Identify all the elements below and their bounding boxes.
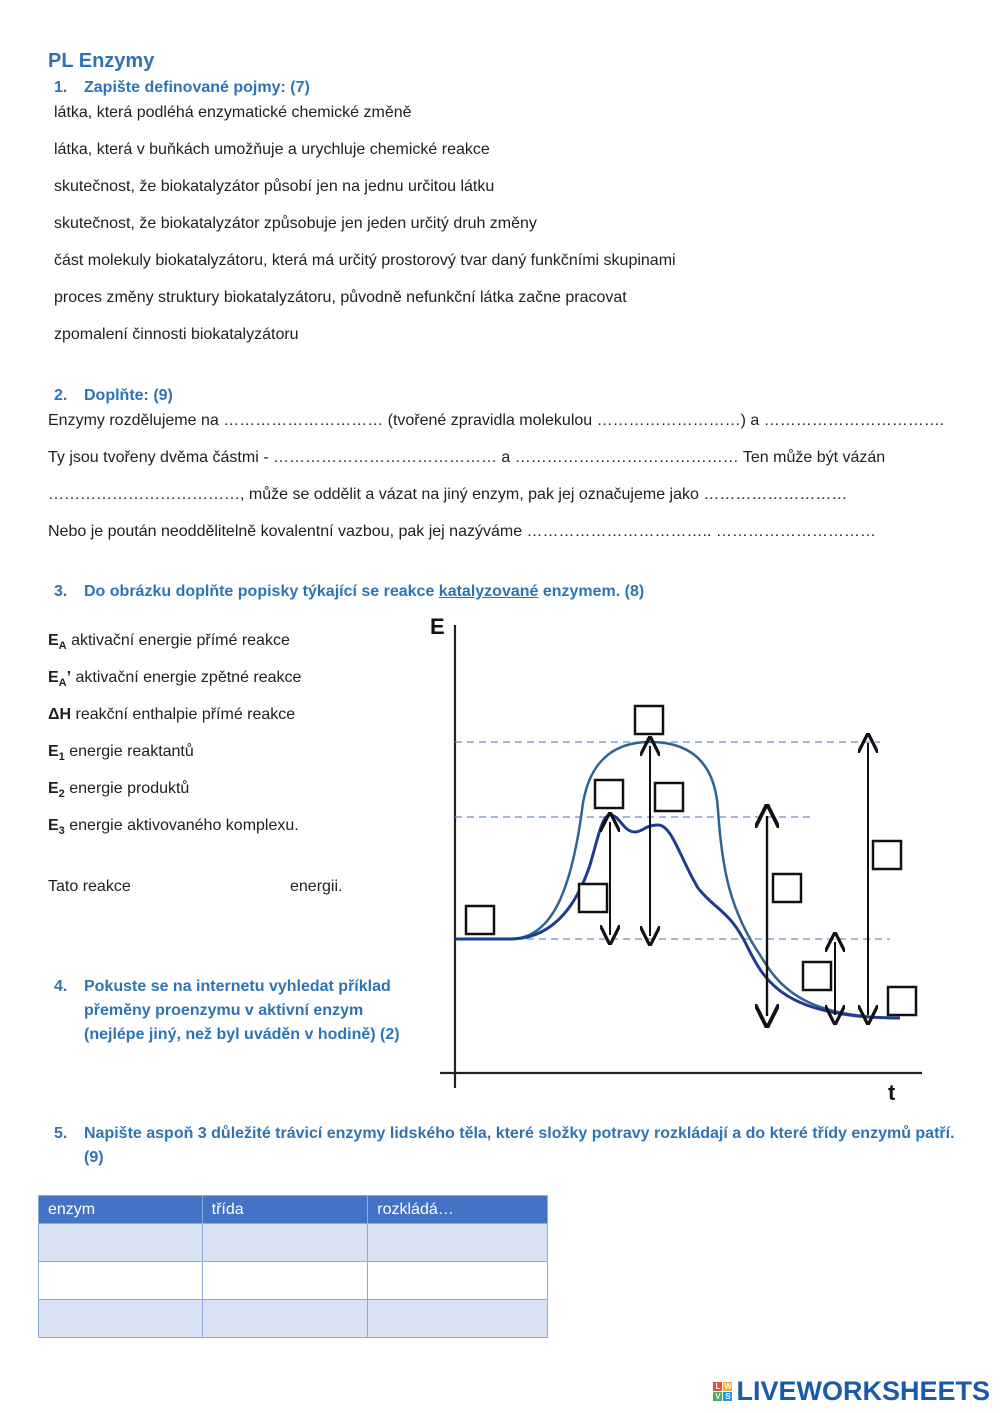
q1-item-2: látka, která v buňkách umožňuje a urychluje chemické reakce	[54, 141, 490, 158]
q3-heading-before: Do obrázku doplňte popisky týkající se reakce	[84, 583, 439, 600]
q2-line-3: ………………………………, může se oddělit a vázat na jiný enzym, pak jej označujeme jako ………………………	[48, 486, 848, 503]
label-box-e3-total[interactable]	[873, 841, 901, 869]
table-cell[interactable]	[202, 1300, 368, 1338]
q3-number: 3.	[54, 583, 68, 600]
logo-text: LIVEWORKSHEETS	[736, 1376, 990, 1406]
q4-text: Pokuste se na internetu vyhledat příklad přeměny proenzymu v aktivní enzym (nejlépe jiný, než byl uváděn v hodině) (2)	[84, 978, 400, 1043]
page-title: PL Enzymy	[48, 50, 155, 72]
label-box-catalyzed-peak[interactable]	[595, 780, 623, 808]
q4-block	[54, 975, 404, 1047]
energy-diagram	[430, 610, 930, 1105]
enzyme-table	[38, 1195, 548, 1338]
q1-item-5: část molekuly biokatalyzátoru, která má určitý prostorový tvar daný funkčními skupinami	[54, 252, 676, 269]
table-cell[interactable]	[202, 1262, 368, 1300]
legend-dh: ΔH reakční enthalpie přímé reakce	[48, 706, 296, 723]
legend-ea-reverse: $E_A$’ aktivační energie zpětné reakce	[48, 669, 302, 690]
catalyzed-curve	[455, 815, 900, 1018]
liveworksheets-logo	[713, 1376, 990, 1407]
q1-item-6: proces změny struktury biokatalyzátoru, původně nefunkční látka začne pracovat	[54, 289, 627, 306]
label-box-e1[interactable]	[466, 906, 494, 934]
table-cell[interactable]	[39, 1224, 203, 1262]
x-axis-label: t	[888, 1080, 896, 1105]
q2-heading-text: Doplňte: (9)	[84, 387, 173, 404]
legend-e3: $E_3$ energie aktivovaného komplexu.	[48, 817, 299, 838]
table-row	[39, 1224, 548, 1262]
table-cell[interactable]	[368, 1300, 548, 1338]
label-box-e3[interactable]	[635, 706, 663, 734]
label-box-enthalpy[interactable]	[803, 962, 831, 990]
table-header-trida: třída	[202, 1196, 368, 1224]
q3-heading-underlined: katalyzované	[438, 583, 539, 600]
table-cell[interactable]	[39, 1300, 203, 1338]
table-row	[39, 1300, 548, 1338]
y-axis-label: E	[430, 614, 445, 639]
q2-line-1: Enzymy rozdělujeme na ………………………… (tvořené zpravidla molekulou ………………………) a …………………………….	[48, 412, 945, 429]
table-header-enzym: enzym	[39, 1196, 203, 1224]
logo-badge-icon: L W V S	[715, 1382, 732, 1401]
q5-text: Napište aspoň 3 důležité trávicí enzymy lidského těla, které složky potravy rozkládají a do které třídy enzymů patří. (9)	[84, 1125, 955, 1166]
q1-heading	[54, 79, 310, 97]
reaction-sentence-end: energii.	[290, 878, 343, 895]
table-header-rozklada: rozkládá…	[368, 1196, 548, 1224]
q1-number: 1.	[54, 79, 68, 96]
legend-e1: $E_1$ energie reaktantů	[48, 743, 194, 764]
label-box-uncatalyzed-activation[interactable]	[655, 783, 683, 811]
q4-number: 4.	[54, 978, 68, 995]
table-cell[interactable]	[202, 1224, 368, 1262]
q2-line-4: Nebo je poután neoddělitelně kovalentní vazbou, pak jej nazýváme …………………………….. …………………………	[48, 523, 876, 540]
q1-item-4: skutečnost, že biokatalyzátor způsobuje jen jeden určitý druh změny	[54, 215, 537, 232]
label-box-e2[interactable]	[888, 987, 916, 1015]
table-cell[interactable]	[368, 1224, 548, 1262]
q5-block	[54, 1122, 964, 1170]
legend-ea: $E_A$ aktivační energie přímé reakce	[48, 632, 290, 653]
table-header-row	[39, 1196, 548, 1224]
q1-item-1: látka, která podléhá enzymatické chemické změně	[54, 104, 412, 121]
table-row	[39, 1262, 548, 1300]
q3-heading	[54, 583, 644, 601]
legend-e2: $E_2$ energie produktů	[48, 780, 190, 801]
table-cell[interactable]	[368, 1262, 548, 1300]
q1-item-7: zpomalení činnosti biokatalyzátoru	[54, 326, 299, 343]
q2-heading	[54, 387, 173, 405]
label-box-reverse-activation[interactable]	[773, 874, 801, 902]
q3-heading-after: enzymem. (8)	[538, 583, 645, 600]
q2-number: 2.	[54, 387, 68, 404]
table-cell[interactable]	[39, 1262, 203, 1300]
q5-number: 5.	[54, 1125, 68, 1142]
q1-heading-text: Zapište definované pojmy: (7)	[84, 79, 310, 96]
q1-item-3: skutečnost, že biokatalyzátor působí jen na jednu určitou látku	[54, 178, 495, 195]
q2-line-2: Ty jsou tvořeny dvěma částmi - …………………………………… a …………………………………… Ten může být vázán	[48, 449, 886, 466]
label-box-catalyzed-activation[interactable]	[579, 884, 607, 912]
reaction-sentence-start: Tato reakce	[48, 878, 131, 895]
